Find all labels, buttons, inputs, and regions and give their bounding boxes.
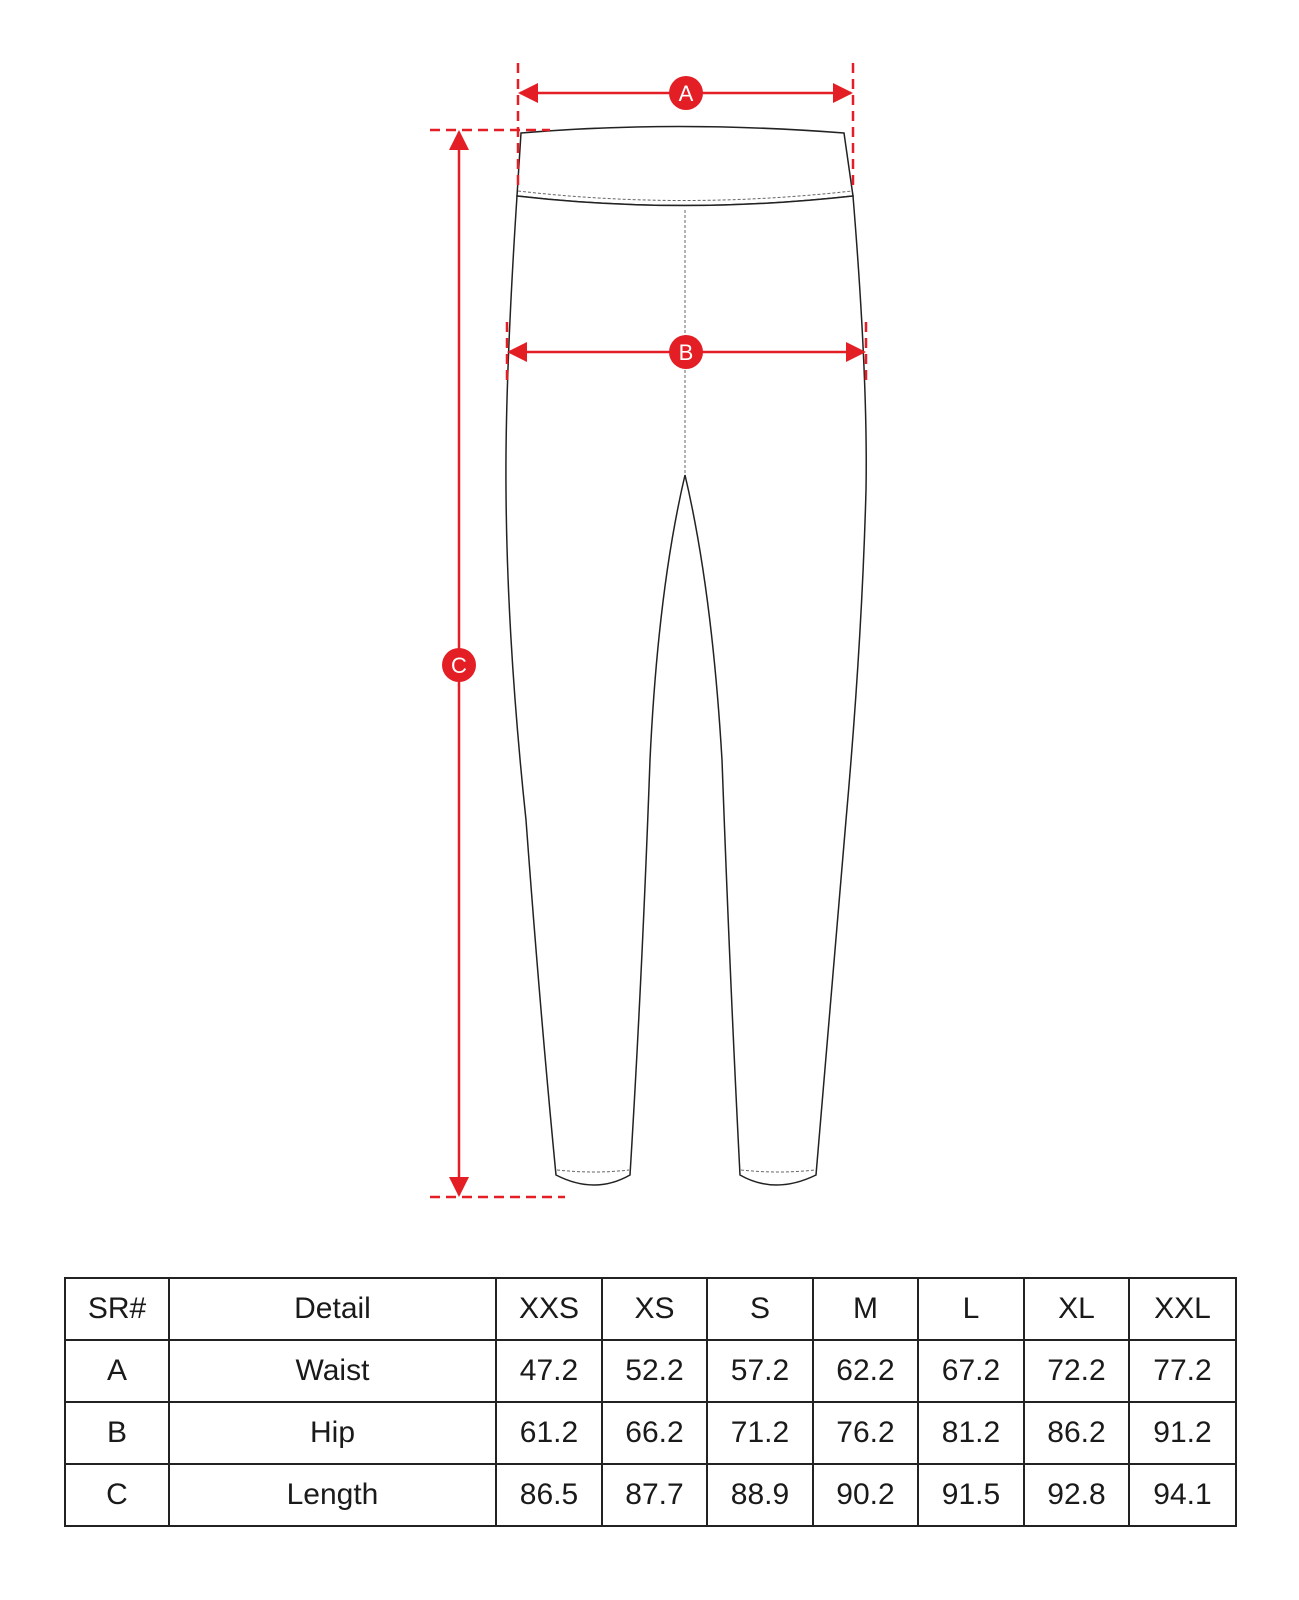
header-cell: XXS [496, 1278, 602, 1340]
table-cell: 57.2 [707, 1340, 813, 1402]
table-cell: Hip [169, 1402, 496, 1464]
marker-b-label: B [678, 340, 694, 365]
table-cell: 94.1 [1129, 1464, 1236, 1526]
table-cell: 77.2 [1129, 1340, 1236, 1402]
size-chart-table [64, 1277, 1237, 1527]
table-cell: 52.2 [602, 1340, 707, 1402]
table-cell: B [65, 1402, 169, 1464]
table-cell: 92.8 [1024, 1464, 1129, 1526]
header-cell: L [918, 1278, 1024, 1340]
table-cell: 62.2 [813, 1340, 918, 1402]
table-cell: 47.2 [496, 1340, 602, 1402]
table-cell: 61.2 [496, 1402, 602, 1464]
header-cell: M [813, 1278, 918, 1340]
table-cell: 67.2 [918, 1340, 1024, 1402]
table-cell: 90.2 [813, 1464, 918, 1526]
marker-c-label: C [451, 653, 467, 678]
marker-a-label: A [678, 81, 694, 106]
table-row-hip [65, 1402, 1236, 1464]
table-cell: C [65, 1464, 169, 1526]
header-cell: XXL [1129, 1278, 1236, 1340]
table-cell: 86.2 [1024, 1402, 1129, 1464]
leggings-outline [506, 127, 866, 1186]
waistband [517, 127, 853, 206]
header-cell: XL [1024, 1278, 1129, 1340]
table-cell: 72.2 [1024, 1340, 1129, 1402]
table-cell: Length [169, 1464, 496, 1526]
header-cell: Detail [169, 1278, 496, 1340]
table-header-row [65, 1278, 1236, 1340]
table-cell: 91.5 [918, 1464, 1024, 1526]
table-cell: 88.9 [707, 1464, 813, 1526]
table-row-waist [65, 1340, 1236, 1402]
table-cell: 81.2 [918, 1402, 1024, 1464]
table-cell: 87.7 [602, 1464, 707, 1526]
table-cell: 76.2 [813, 1402, 918, 1464]
table-cell: 91.2 [1129, 1402, 1236, 1464]
table-cell: 66.2 [602, 1402, 707, 1464]
table-cell: A [65, 1340, 169, 1402]
table-row-length [65, 1464, 1236, 1526]
header-cell: XS [602, 1278, 707, 1340]
table-cell: 86.5 [496, 1464, 602, 1526]
table-cell: 71.2 [707, 1402, 813, 1464]
header-cell: S [707, 1278, 813, 1340]
table-cell: Waist [169, 1340, 496, 1402]
header-cell: SR# [65, 1278, 169, 1340]
